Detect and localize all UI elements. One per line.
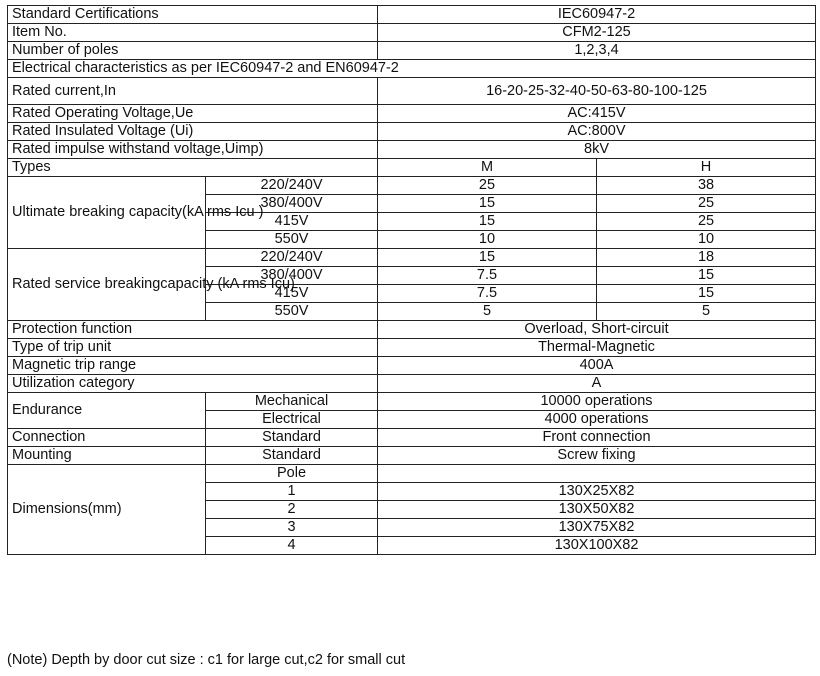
service-m-value: 7.5 — [378, 267, 597, 285]
label-standard-certifications: Standard Certifications — [8, 6, 378, 24]
value-item-no: CFM2-125 — [378, 24, 816, 42]
label-service-breaking-capacity: Rated service breakingcapacity (kA rms Icu) — [8, 249, 206, 321]
dimensions-pole: 4 — [206, 537, 378, 555]
label-rated-current: Rated current,In — [8, 78, 378, 105]
type-h-header: H — [597, 159, 816, 177]
endurance-electrical-label: Electrical — [206, 411, 378, 429]
row-insulated-voltage — [8, 123, 816, 141]
ultimate-h-value: 10 — [597, 231, 816, 249]
service-m-value: 5 — [378, 303, 597, 321]
label-magnetic-trip: Magnetic trip range — [8, 357, 378, 375]
service-h-value: 15 — [597, 285, 816, 303]
service-h-value: 18 — [597, 249, 816, 267]
dimensions-value: 130X50X82 — [378, 501, 816, 519]
dimensions-value: 130X100X82 — [378, 537, 816, 555]
label-utilization: Utilization category — [8, 375, 378, 393]
service-voltage: 550V — [206, 303, 378, 321]
type-m-header: M — [378, 159, 597, 177]
row-trip-unit — [8, 339, 816, 357]
ultimate-h-value: 38 — [597, 177, 816, 195]
row-service-1 — [8, 249, 816, 267]
value-trip-unit: Thermal-Magnetic — [378, 339, 816, 357]
value-protection-function: Overload, Short-circuit — [378, 321, 816, 339]
service-voltage: 220/240V — [206, 249, 378, 267]
ultimate-m-value: 25 — [378, 177, 597, 195]
row-magnetic-trip — [8, 357, 816, 375]
label-connection: Connection — [8, 429, 206, 447]
value-mounting: Screw fixing — [378, 447, 816, 465]
ultimate-m-value: 15 — [378, 213, 597, 231]
row-ultimate-1 — [8, 177, 816, 195]
spec-sheet — [7, 5, 815, 555]
value-utilization: A — [378, 375, 816, 393]
endurance-mechanical-label: Mechanical — [206, 393, 378, 411]
value-operating-voltage: AC:415V — [378, 105, 816, 123]
ultimate-m-value: 15 — [378, 195, 597, 213]
footnote: (Note) Depth by door cut size : c1 for large cut,c2 for small cut — [7, 652, 406, 668]
label-number-of-poles: Number of poles — [8, 42, 378, 60]
dimensions-pole: 2 — [206, 501, 378, 519]
ultimate-h-value: 25 — [597, 195, 816, 213]
ultimate-voltage: 220/240V — [206, 177, 378, 195]
value-rated-current: 16-20-25-32-40-50-63-80-100-125 — [378, 78, 816, 105]
row-dimensions-header — [8, 465, 816, 483]
label-insulated-voltage: Rated Insulated Voltage (Ui) — [8, 123, 378, 141]
service-voltage: 380/400V — [206, 267, 378, 285]
row-operating-voltage — [8, 105, 816, 123]
row-electrical-characteristics — [8, 60, 816, 78]
dimensions-pole: 1 — [206, 483, 378, 501]
row-utilization — [8, 375, 816, 393]
specification-table — [7, 5, 816, 555]
label-impulse-voltage: Rated impulse withstand voltage,Uimp) — [8, 141, 378, 159]
service-m-value: 15 — [378, 249, 597, 267]
label-operating-voltage: Rated Operating Voltage,Ue — [8, 105, 378, 123]
row-impulse-voltage — [8, 141, 816, 159]
value-impulse-voltage: 8kV — [378, 141, 816, 159]
value-connection: Front connection — [378, 429, 816, 447]
endurance-electrical-value: 4000 operations — [378, 411, 816, 429]
dimensions-value: 130X25X82 — [378, 483, 816, 501]
label-ultimate-breaking-capacity: Ultimate breaking capacity(kA rms Icu ) — [8, 177, 206, 249]
ultimate-m-value: 10 — [378, 231, 597, 249]
value-insulated-voltage: AC:800V — [378, 123, 816, 141]
connection-sub: Standard — [206, 429, 378, 447]
value-number-of-poles: 1,2,3,4 — [378, 42, 816, 60]
value-magnetic-trip: 400A — [378, 357, 816, 375]
label-trip-unit: Type of trip unit — [8, 339, 378, 357]
ultimate-h-value: 25 — [597, 213, 816, 231]
label-dimensions: Dimensions(mm) — [8, 465, 206, 555]
row-mounting — [8, 447, 816, 465]
label-item-no: Item No. — [8, 24, 378, 42]
label-endurance: Endurance — [8, 393, 206, 429]
dimensions-header-empty — [378, 465, 816, 483]
row-types — [8, 159, 816, 177]
label-mounting: Mounting — [8, 447, 206, 465]
endurance-mechanical-value: 10000 operations — [378, 393, 816, 411]
row-connection — [8, 429, 816, 447]
ultimate-voltage: 550V — [206, 231, 378, 249]
section-electrical-characteristics: Electrical characteristics as per IEC60947-2 and EN60947-2 — [8, 60, 816, 78]
service-h-value: 5 — [597, 303, 816, 321]
ultimate-voltage: 380/400V — [206, 195, 378, 213]
ultimate-voltage: 415V — [206, 213, 378, 231]
service-voltage: 415V — [206, 285, 378, 303]
label-types: Types — [8, 159, 378, 177]
dimensions-pole: 3 — [206, 519, 378, 537]
row-rated-current — [8, 78, 816, 105]
row-protection-function — [8, 321, 816, 339]
row-standard-certifications — [8, 6, 816, 24]
dimensions-value: 130X75X82 — [378, 519, 816, 537]
service-m-value: 7.5 — [378, 285, 597, 303]
dimensions-pole-header: Pole — [206, 465, 378, 483]
label-protection-function: Protection function — [8, 321, 378, 339]
row-number-of-poles — [8, 42, 816, 60]
row-item-no — [8, 24, 816, 42]
service-h-value: 15 — [597, 267, 816, 285]
row-endurance-mechanical — [8, 393, 816, 411]
value-standard-certifications: IEC60947-2 — [378, 6, 816, 24]
mounting-sub: Standard — [206, 447, 378, 465]
